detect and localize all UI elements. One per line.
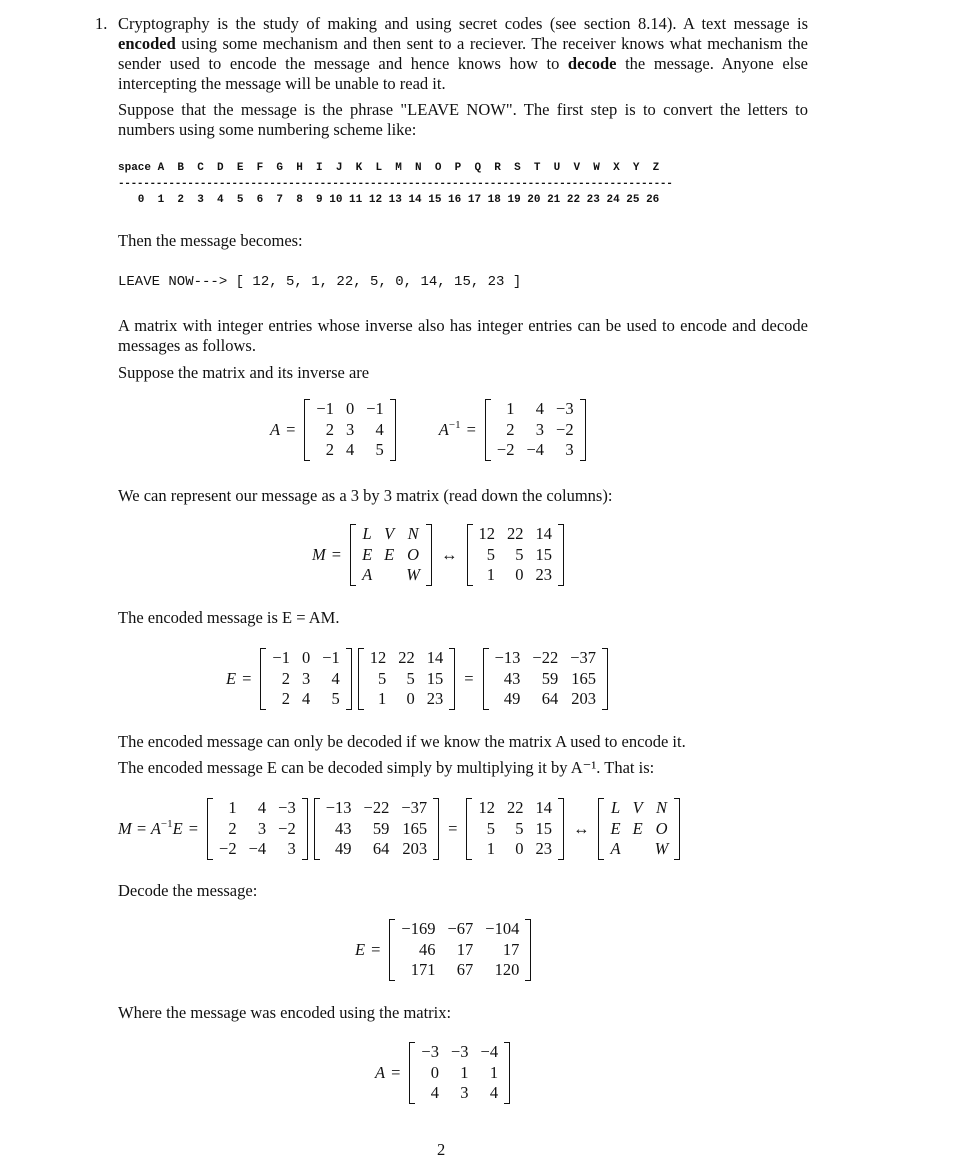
matrix-A-inverse [485, 399, 586, 461]
matrix-cell: −169 [401, 919, 436, 938]
matrix-cell: L [362, 524, 372, 543]
matrix-cell: −13 [325, 798, 352, 817]
matrix-cell: 4 [430, 1083, 439, 1102]
label-E: E [355, 939, 366, 959]
matrix-cell [627, 839, 649, 860]
matrix-cell: 1 [486, 565, 495, 584]
represent-text: We can represent our message as a 3 by 3 matrix (read down the columns): [118, 486, 613, 505]
matrix-cell: −2 [278, 818, 296, 838]
matrix-cell: 2 [325, 440, 334, 459]
matrix-table [491, 399, 580, 461]
where-text: Where the message was encoded using the matrix: [118, 1003, 452, 1022]
encoded-term: encoded [118, 34, 176, 53]
matrix-cell: 4 [375, 419, 384, 439]
matrix-cell: −2 [496, 440, 515, 459]
matrix-cell: 0 [406, 689, 415, 708]
matrix-cell: 15 [426, 668, 444, 688]
matrix-M-numbers [358, 648, 456, 710]
matrix-row [473, 565, 559, 586]
matrix-row [213, 798, 302, 819]
matrix-cell: −37 [570, 648, 597, 667]
label-A-inverse: A [438, 419, 449, 439]
matrix-E [483, 648, 608, 710]
matrix-cell: 120 [494, 960, 520, 979]
matrix-cell: 59 [372, 818, 390, 838]
matrix-cell: L [610, 798, 621, 817]
matrix-cell: −3 [421, 1042, 439, 1061]
label-M-eq-A: M = A [118, 818, 161, 838]
matrix-row [213, 839, 302, 860]
matrix-paragraph: A matrix with integer entries whose inverse also has integer entries can be used to encode and decode messages as follows. [118, 316, 808, 355]
matrix-table [415, 1042, 504, 1104]
matrix-cell: V [632, 798, 643, 817]
matrix-cell: 1 [460, 1062, 469, 1082]
matrix-row [489, 648, 602, 669]
matrix-cell: 0 [301, 648, 311, 667]
matrix-E-exercise [389, 919, 531, 981]
matrix-row [473, 545, 559, 566]
matrix-cell: 2 [228, 818, 237, 838]
matrix-cell: −22 [363, 798, 390, 817]
scheme-numbers: 0 1 2 3 4 5 6 7 8 9 10 11 12 13 14 15 16 17 18 19 20 21 22 23 24 25 26 [118, 194, 660, 206]
matrix-cell: −3 [278, 798, 296, 817]
matrix-cell: 5 [486, 818, 495, 838]
matrix-cell: 0 [515, 565, 524, 584]
matrix-cell: O [655, 818, 668, 838]
matrix-cell: 12 [478, 524, 495, 543]
matrix-row [604, 798, 674, 819]
matrix-cell: 2 [506, 419, 515, 439]
matrix-cell: 15 [535, 818, 552, 838]
matrix-M-letters [598, 798, 680, 860]
matrix-A-exercise [409, 1042, 510, 1104]
matrix-row [472, 839, 558, 860]
equals: = [331, 544, 342, 564]
matrix-cell: −22 [532, 648, 559, 667]
matrix-cell: 3 [287, 839, 296, 858]
equation-A [270, 399, 589, 461]
equals: = [188, 818, 199, 838]
matrix-cell [378, 565, 400, 586]
label-M: M [312, 544, 326, 564]
matrix-cell: 23 [535, 839, 552, 858]
matrix-cell: 59 [541, 668, 559, 688]
matrix-cell: −3 [450, 1042, 469, 1061]
matrix-cell: −1 [366, 399, 384, 418]
matrix-row [395, 940, 525, 961]
matrix-row [491, 440, 580, 461]
matrix-cell: 2 [281, 689, 290, 708]
matrix-row [473, 524, 559, 545]
matrix-cell: 5 [375, 440, 384, 459]
matrix-cell: −2 [556, 419, 574, 439]
matrix-cell: 4 [257, 798, 267, 817]
matrix-cell: W [406, 565, 420, 584]
equals: = [391, 1062, 401, 1082]
matrix-A-inverse [207, 798, 308, 860]
matrix-row [364, 669, 450, 690]
decode-prompt: Decode the message: [118, 881, 258, 900]
matrix-cell: 4 [535, 399, 545, 418]
message-line: LEAVE NOW---> [ 12, 5, 1, 22, 5, 0, 14, 15, 23 ] [118, 274, 522, 290]
matrix-cell: 1 [489, 1062, 499, 1082]
matrix-row [320, 819, 433, 840]
matrix-cell: 165 [571, 668, 597, 688]
matrix-cell: N [407, 524, 419, 543]
equation-decode [118, 798, 683, 860]
matrix-cell: −1 [272, 648, 290, 667]
matrix-row [415, 1063, 504, 1084]
matrix-cell: −67 [447, 919, 474, 938]
matrix-cell: 4 [301, 689, 311, 708]
matrix-row [310, 399, 389, 420]
matrix-cell: 43 [335, 818, 352, 838]
matrix-cell: 5 [515, 544, 524, 564]
matrix-cell: N [656, 798, 668, 817]
decoded-line-1: The encoded message can only be decoded if we know the matrix A used to encode it. [118, 732, 686, 751]
matrix-row [415, 1042, 504, 1063]
matrix-row [395, 960, 525, 981]
matrix-cell: 4 [331, 668, 340, 688]
scheme-divider: ---------------------------------------------------------------------------------------- [118, 178, 673, 190]
equals: = [464, 668, 474, 688]
matrix-cell: 171 [410, 960, 436, 979]
matrix-cell: 12 [369, 648, 387, 667]
matrix-E [314, 798, 439, 860]
matrix-cell: 5 [515, 818, 524, 838]
matrix-cell: 3 [257, 818, 267, 838]
matrix-table [364, 648, 450, 710]
matrix-cell: 5 [331, 689, 340, 708]
matrix-M-letters [350, 524, 432, 586]
matrix-cell: 5 [378, 668, 387, 688]
matrix-row [356, 545, 426, 566]
matrix-row [266, 648, 345, 669]
matrix-row [356, 524, 426, 545]
matrix-cell: −4 [248, 839, 267, 858]
equals: = [286, 419, 296, 439]
matrix-row [356, 565, 426, 586]
matrix-cell: 14 [535, 798, 552, 817]
matrix-row [213, 819, 302, 840]
matrix-cell: W [654, 839, 669, 858]
matrix-row [491, 399, 580, 420]
equals: = [448, 818, 458, 838]
matrix-cell: 17 [502, 939, 520, 959]
matrix-cell: −1 [316, 399, 334, 418]
intro-text: using some mechanism and then sent to a reciever. The receiver knows what mechanism the sender used to encode the message and hence knows how to [118, 34, 808, 73]
matrix-M-numbers [466, 798, 564, 860]
matrix-cell: A [362, 565, 373, 584]
matrix-cell: 1 [486, 839, 495, 858]
matrix-cell: O [407, 544, 420, 564]
matrix-table [395, 919, 525, 981]
matrix-cell: E [362, 544, 373, 564]
matrix-cell: 1 [228, 798, 237, 817]
suppose-matrix-text: Suppose the matrix and its inverse are [118, 363, 370, 382]
matrix-cell: −4 [526, 440, 545, 459]
matrix-row [364, 689, 450, 710]
matrix-cell: V [384, 524, 395, 543]
matrix-cell: −3 [556, 399, 574, 418]
correspondence-arrow: ↔ [441, 544, 458, 564]
matrix-cell: E [610, 818, 621, 838]
matrix-cell: 49 [335, 839, 352, 858]
matrix-cell: −4 [480, 1042, 499, 1061]
matrix-cell: 22 [506, 798, 524, 817]
matrix-row [395, 919, 525, 940]
decode-term: decode [567, 54, 617, 73]
matrix-cell: 3 [301, 668, 311, 688]
matrix-cell: 3 [345, 419, 355, 439]
matrix-cell: 23 [426, 689, 444, 708]
scheme-letters: space A B C D E F G H I J K L M N O P Q R S T U V W X Y Z [118, 162, 660, 174]
matrix-row [472, 798, 558, 819]
suppose-paragraph: Suppose that the message is the phrase "LEAVE NOW". The first step is to convert the letters to numbers using some numbering scheme like: [118, 100, 808, 139]
matrix-cell: 5 [406, 668, 415, 688]
matrix-cell: 2 [325, 419, 334, 439]
equation-E-exercise [355, 919, 534, 981]
matrix-cell: 14 [535, 524, 552, 543]
inverse-superscript: −1 [448, 419, 461, 431]
intro-paragraph [118, 14, 808, 94]
matrix-M-numbers [467, 524, 565, 586]
matrix-row [604, 839, 674, 860]
matrix-row [320, 798, 433, 819]
equation-E [226, 648, 611, 710]
matrix-table [310, 399, 389, 461]
matrix-cell: E [632, 818, 643, 838]
matrix-row [415, 1083, 504, 1104]
matrix-table [472, 798, 558, 860]
matrix-cell: 0 [345, 399, 355, 418]
matrix-cell: −2 [219, 839, 237, 858]
matrix-cell: 67 [456, 960, 474, 979]
matrix-table [356, 524, 426, 586]
matrix-cell: −104 [485, 919, 520, 938]
equation-A-exercise [375, 1042, 513, 1104]
matrix-row [491, 420, 580, 441]
matrix-cell: 3 [565, 440, 574, 459]
page-number: 2 [437, 1140, 446, 1159]
matrix-row [320, 839, 433, 860]
matrix-cell: −13 [494, 648, 521, 667]
intro-text: Cryptography is the study of making and using secret codes (see section 8.14). A text message is [118, 14, 808, 33]
matrix-cell: −1 [322, 648, 340, 667]
label-A: A [375, 1062, 386, 1082]
matrix-cell: 2 [281, 668, 290, 688]
matrix-cell: 0 [515, 839, 524, 858]
matrix-cell: 4 [489, 1083, 499, 1102]
matrix-cell: 64 [541, 689, 559, 708]
label-A: A [270, 419, 281, 439]
matrix-cell: 22 [398, 648, 415, 667]
matrix-cell: 1 [378, 689, 387, 708]
equation-M [312, 524, 567, 586]
matrix-cell: 1 [506, 399, 515, 418]
matrix-A [260, 648, 351, 710]
matrix-cell: 203 [571, 689, 597, 708]
problem-number: 1. [95, 14, 108, 33]
encoded-text: The encoded message is E = AM. [118, 608, 340, 627]
matrix-row [489, 669, 602, 690]
label-E: E [172, 818, 183, 838]
matrix-cell: 5 [486, 544, 495, 564]
matrix-cell: 49 [503, 689, 521, 708]
matrix-cell: 165 [402, 818, 428, 838]
correspondence-arrow: ↔ [572, 818, 590, 838]
matrix-cell: 4 [345, 440, 355, 459]
equals: = [466, 419, 476, 439]
matrix-cell: 64 [372, 839, 390, 858]
equals: = [371, 939, 381, 959]
matrix-cell: 14 [426, 648, 444, 667]
matrix-cell: 46 [418, 939, 436, 959]
matrix-cell: 12 [478, 798, 495, 817]
matrix-row [364, 648, 450, 669]
matrix-cell: 22 [507, 524, 524, 543]
matrix-row [266, 689, 345, 710]
matrix-cell: 203 [402, 839, 428, 858]
equals: = [242, 668, 252, 688]
matrix-cell: 15 [535, 544, 552, 564]
decoded-line-2: The encoded message E can be decoded simply by multiplying it by A⁻¹. That is: [118, 758, 655, 777]
intro-text: the message. Anyone else intercepting the message will be unable to read it. [118, 54, 808, 93]
matrix-A [304, 399, 395, 461]
matrix-cell: 3 [460, 1083, 469, 1102]
matrix-table [213, 798, 302, 860]
label-E: E [226, 668, 237, 688]
matrix-cell: E [384, 544, 395, 564]
matrix-table [489, 648, 602, 710]
matrix-row [604, 819, 674, 840]
matrix-cell: 0 [430, 1062, 439, 1082]
matrix-cell: 17 [456, 939, 474, 959]
matrix-table [604, 798, 674, 860]
inverse-superscript: −1 [160, 818, 173, 830]
matrix-row [472, 819, 558, 840]
matrix-table [266, 648, 345, 710]
matrix-row [489, 689, 602, 710]
matrix-table [473, 524, 559, 586]
matrix-row [266, 669, 345, 690]
matrix-cell: 43 [503, 668, 521, 688]
matrix-cell: 3 [535, 419, 545, 439]
matrix-cell: 23 [535, 565, 552, 584]
matrix-cell: A [610, 839, 621, 858]
matrix-cell: −37 [401, 798, 428, 817]
matrix-row [310, 420, 389, 441]
matrix-table [320, 798, 433, 860]
matrix-row [310, 440, 389, 461]
then-text: Then the message becomes: [118, 231, 303, 250]
